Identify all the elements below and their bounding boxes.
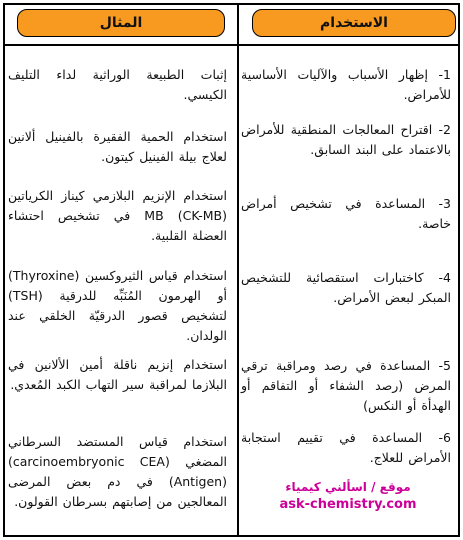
example-cell-4: استخدام قياس الثيروكسين (Thyroxine) أو الهرمون المُنَبِّه للدرقية (TSH) لتشخيص قصور الدرقيّة الخلقي عند الولدان. [8,268,227,343]
usage-cell-2: 2- اقتراح المعالجات المنطقية للأمراض بالاعتماد على البند السابق. [241,122,451,157]
example-cell-1: إثبات الطبيعة الوراثية لداء التليف الكيسي. [8,67,227,102]
example-cell-6: استخدام قياس المستضد السرطاني المضغي (carcinoembryonic CEA) (Antigen) في دم بعض المرضى المعالجين من إصابتهم بسرطان القولون. [8,434,227,509]
watermark-title: موقع / اسألني كيمياء [285,480,411,494]
site-watermark [248,478,448,514]
example-cell-2: استخدام الحمية الفقيرة بالفينيل ألانين لعلاج بيلة الفينيل كيتون. [8,129,227,164]
header-divider [5,44,458,46]
usage-header: الاستخدام [252,9,456,37]
usage-cell-6: 6- المساعدة في تقييم استجابة الأمراض للعلاج. [241,430,451,465]
usage-cell-5: 5- المساعدة في رصد ومراقبة ترقي المرض (رصد الشفاء أو التفاقم أو الهدأة أو النكس) [241,358,451,413]
usage-cell-4: 4- كاختبارات استقصائية للتشخيص المبكر لبعض الأمراض. [241,270,451,305]
example-cell-5: استخدام إنزيم ناقلة أمين الألانين في البلازما لمراقبة سير التهاب الكبد المُعدي. [8,357,227,392]
usage-cell-1: 1- إظهار الأسباب والآليات الأساسية للأمراض. [241,67,451,102]
usage-cell-3: 3- المساعدة في تشخيص أمراض خاصة. [241,196,451,231]
example-cell-3: استخدام الإنزيم البلازمي كيناز الكرياتين MB (CK-MB) في تشخيص احتشاء العضلة القلبية. [8,188,227,243]
column-divider [237,5,239,535]
watermark-url: ask-chemistry.com [279,497,417,512]
example-header: المثال [17,9,225,37]
